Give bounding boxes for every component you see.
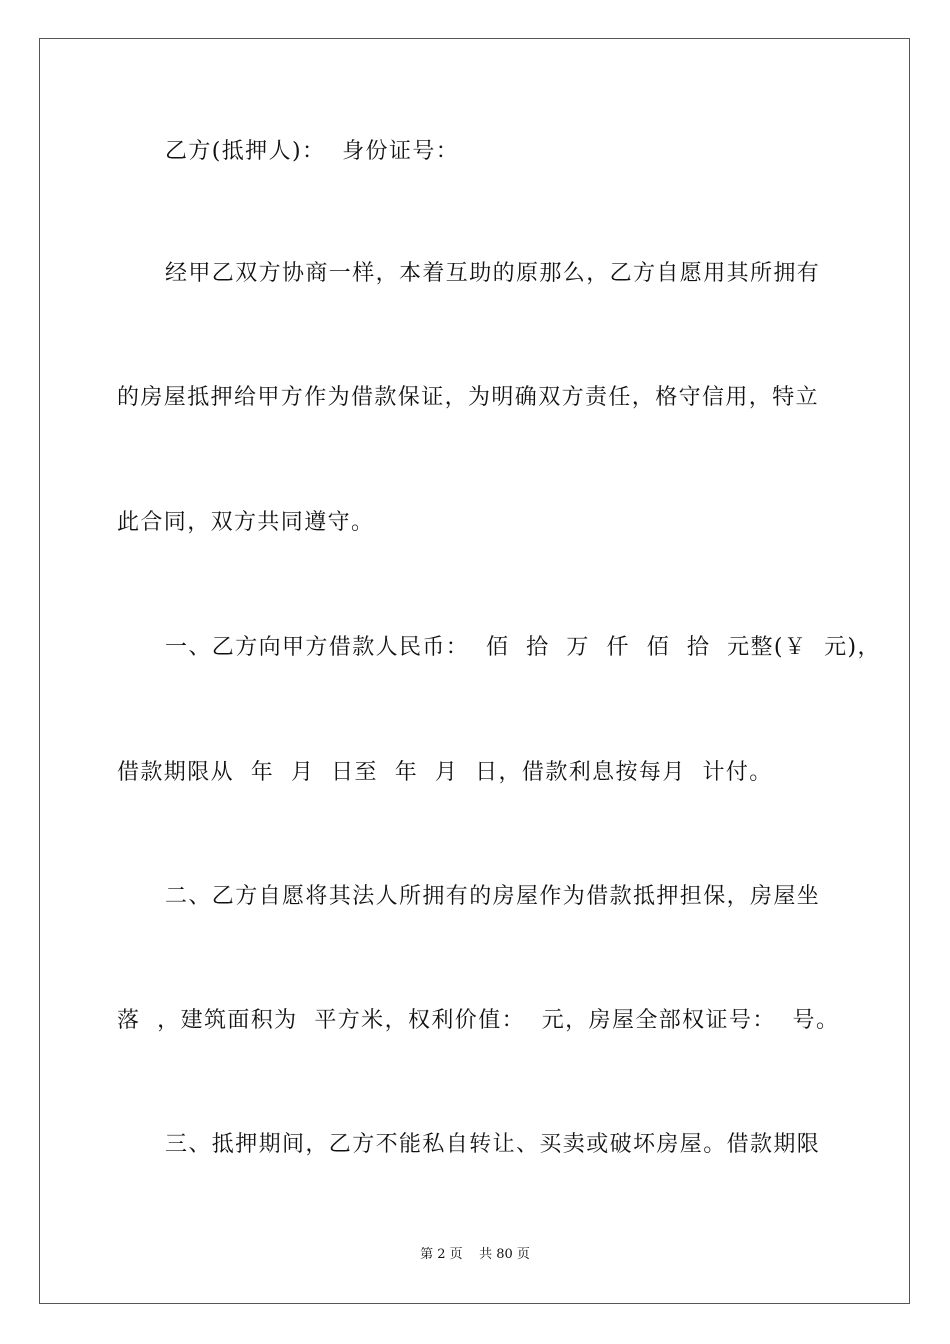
text-line-7: 二、乙方自愿将其法人所拥有的房屋作为借款抵押担保，房屋坐 [165, 884, 821, 909]
text-line-6: 借款期限从 年 月 日至 年 月 日，借款利息按每月 计付。 [117, 760, 773, 785]
text-line-2: 经甲乙双方协商一样，本着互助的原那么，乙方自愿用其所拥有 [165, 261, 821, 286]
text-line-1: 乙方(抵押人)： 身份证号： [165, 139, 460, 164]
page-border [39, 38, 910, 1304]
text-line-5: 一、乙方向甲方借款人民币： 佰 拾 万 仟 佰 拾 元整(￥ 元)， [165, 635, 881, 660]
page-number: 第 2 页 共 80 页 [420, 1247, 530, 1262]
text-line-4: 此合同，双方共同遵守。 [117, 510, 375, 535]
text-line-8: 落 ，建筑面积为 平方米，权利价值： 元，房屋全部权证号： 号。 [117, 1008, 840, 1033]
text-line-3: 的房屋抵押给甲方作为借款保证，为明确双方责任，格守信用，特立 [117, 385, 820, 410]
text-line-9: 三、抵押期间，乙方不能私自转让、买卖或破坏房屋。借款期限 [165, 1132, 821, 1157]
